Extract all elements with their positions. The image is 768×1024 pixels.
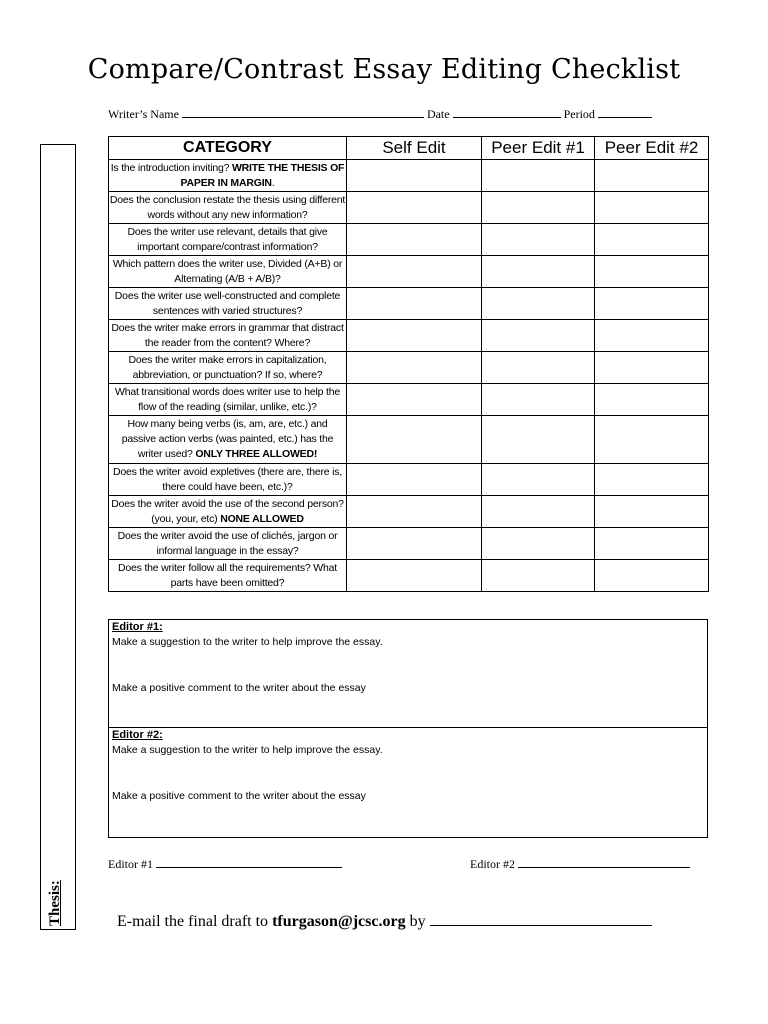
checklist-table	[108, 136, 709, 592]
peer-edit-2-cell[interactable]	[595, 496, 709, 528]
table-row	[109, 224, 709, 256]
peer-edit-1-cell[interactable]	[482, 528, 595, 560]
question-text: Does the writer avoid the use of clichés, jargon or informal language in the essay?	[117, 529, 338, 557]
question-cell	[109, 528, 347, 560]
self-edit-cell[interactable]	[347, 416, 482, 464]
question-cell	[109, 224, 347, 256]
due-date-field[interactable]	[430, 913, 652, 926]
peer-edit-1-cell[interactable]	[482, 560, 595, 592]
self-edit-cell[interactable]	[347, 224, 482, 256]
email-prefix: E-mail the final draft to	[117, 913, 269, 930]
question-cell	[109, 352, 347, 384]
table-row	[109, 496, 709, 528]
self-edit-cell[interactable]	[347, 160, 482, 192]
peer-edit-1-cell[interactable]	[482, 384, 595, 416]
editor-2-box[interactable]	[108, 727, 708, 838]
table-row	[109, 384, 709, 416]
question-text: Does the writer make errors in grammar that distract the reader from the content? Where?	[111, 321, 344, 349]
peer-edit-2-cell[interactable]	[595, 192, 709, 224]
page-title: Compare/Contrast Essay Editing Checklist	[87, 54, 681, 85]
self-edit-cell[interactable]	[347, 256, 482, 288]
header-peer-edit-2: Peer Edit #2	[595, 137, 709, 160]
date-label: Date	[426, 107, 450, 121]
question-text: Does the writer avoid the use of the second person? (you, your, etc)	[111, 497, 344, 525]
peer-edit-1-cell[interactable]	[482, 256, 595, 288]
table-row	[109, 288, 709, 320]
editor-2-signature-field[interactable]	[518, 857, 690, 868]
header-peer-edit-1: Peer Edit #1	[482, 137, 595, 160]
peer-edit-2-cell[interactable]	[595, 384, 709, 416]
peer-edit-2-cell[interactable]	[595, 560, 709, 592]
editor-1-box[interactable]	[108, 619, 708, 728]
question-cell	[109, 416, 347, 464]
peer-edit-1-cell[interactable]	[482, 416, 595, 464]
self-edit-cell[interactable]	[347, 320, 482, 352]
editor-1-comment-prompt: Make a positive comment to the writer about the essay	[112, 682, 366, 694]
period-field[interactable]	[598, 107, 652, 118]
email-address: tfurgason@jcsc.org	[272, 913, 406, 930]
editor-2-suggestion-prompt: Make a suggestion to the writer to help improve the essay.	[112, 744, 383, 756]
email-instruction	[117, 913, 652, 931]
header-self-edit: Self Edit	[347, 137, 482, 160]
editor-1-suggestion-prompt: Make a suggestion to the writer to help improve the essay.	[112, 636, 383, 648]
writer-name-label: Writer’s Name	[108, 107, 179, 121]
peer-edit-2-cell[interactable]	[595, 288, 709, 320]
editor-2-heading: Editor #2:	[112, 729, 163, 741]
self-edit-cell[interactable]	[347, 528, 482, 560]
question-emphasis: WRITE THE THESIS OF PAPER IN MARGIN	[180, 161, 345, 189]
peer-edit-1-cell[interactable]	[482, 352, 595, 384]
peer-edit-2-cell[interactable]	[595, 464, 709, 496]
table-row	[109, 192, 709, 224]
question-cell	[109, 496, 347, 528]
question-text: Does the writer use well-constructed and complete sentences with varied structures?	[114, 289, 341, 317]
peer-edit-2-cell[interactable]	[595, 416, 709, 464]
question-text: Is the introduction inviting?	[110, 161, 230, 174]
peer-edit-2-cell[interactable]	[595, 320, 709, 352]
peer-edit-2-cell[interactable]	[595, 256, 709, 288]
date-field[interactable]	[453, 107, 561, 118]
editor-1-heading: Editor #1:	[112, 621, 163, 633]
question-cell	[109, 160, 347, 192]
self-edit-cell[interactable]	[347, 384, 482, 416]
question-cell	[109, 288, 347, 320]
self-edit-cell[interactable]	[347, 496, 482, 528]
writer-name-field[interactable]	[182, 107, 424, 118]
self-edit-cell[interactable]	[347, 560, 482, 592]
question-cell	[109, 384, 347, 416]
writer-info-line	[108, 107, 652, 122]
question-cell	[109, 560, 347, 592]
table-row	[109, 320, 709, 352]
question-cell	[109, 464, 347, 496]
question-cell	[109, 320, 347, 352]
table-row	[109, 160, 709, 192]
email-suffix: by	[409, 913, 426, 930]
question-text: Which pattern does the writer use, Divided (A+B) or Alternating (A/B + A/B)?	[112, 257, 343, 285]
question-text: How many being verbs (is, am, are, etc.) and passive action verbs (was painted, etc.) has the writer used?	[121, 418, 334, 460]
peer-edit-1-cell[interactable]	[482, 464, 595, 496]
table-row	[109, 416, 709, 464]
question-text: Does the writer avoid expletives (there are, there is, there could have been, etc.)?	[112, 465, 343, 493]
self-edit-cell[interactable]	[347, 464, 482, 496]
table-row	[109, 464, 709, 496]
peer-edit-1-cell[interactable]	[482, 160, 595, 192]
period-label: Period	[563, 107, 595, 121]
question-text: Does the conclusion restate the thesis using different words without any new information?	[109, 193, 346, 221]
editor-2-signature-label: Editor #2	[470, 857, 515, 871]
question-emphasis: ONLY THREE ALLOWED!	[195, 448, 318, 460]
peer-edit-1-cell[interactable]	[482, 288, 595, 320]
header-category: CATEGORY	[109, 137, 347, 160]
table-row	[109, 528, 709, 560]
table-row	[109, 352, 709, 384]
editor-1-signature-label: Editor #1	[108, 857, 153, 871]
table-row	[109, 560, 709, 592]
question-cell	[109, 256, 347, 288]
header-row	[109, 137, 709, 160]
peer-edit-1-cell[interactable]	[482, 192, 595, 224]
question-text: Does the writer follow all the requirements? What parts have been omitted?	[118, 561, 337, 589]
question-emphasis: NONE ALLOWED	[220, 512, 304, 525]
editor-2-signature	[470, 857, 690, 872]
self-edit-cell[interactable]	[347, 288, 482, 320]
table-row	[109, 256, 709, 288]
peer-edit-2-cell[interactable]	[595, 528, 709, 560]
thesis-label: Thesis:	[47, 880, 63, 926]
thesis-margin-box[interactable]	[40, 144, 76, 930]
peer-edit-2-cell[interactable]	[595, 352, 709, 384]
question-cell	[109, 192, 347, 224]
peer-edit-1-cell[interactable]	[482, 496, 595, 528]
editor-2-comment-prompt: Make a positive comment to the writer about the essay	[112, 790, 366, 802]
self-edit-cell[interactable]	[347, 352, 482, 384]
editor-1-signature	[108, 857, 342, 872]
self-edit-cell[interactable]	[347, 192, 482, 224]
question-text: Does the writer use relevant, details that give important compare/contrast information?	[127, 225, 328, 253]
question-text: Does the writer make errors in capitalization, abbreviation, or punctuation? If so, where?	[128, 353, 327, 381]
peer-edit-1-cell[interactable]	[482, 320, 595, 352]
peer-edit-2-cell[interactable]	[595, 224, 709, 256]
peer-edit-2-cell[interactable]	[595, 160, 709, 192]
question-text: What transitional words does writer use to help the flow of the reading (similar, unlike, etc.)?	[115, 385, 340, 413]
question-punct: .	[271, 176, 275, 189]
editor-1-signature-field[interactable]	[156, 857, 342, 868]
peer-edit-1-cell[interactable]	[482, 224, 595, 256]
